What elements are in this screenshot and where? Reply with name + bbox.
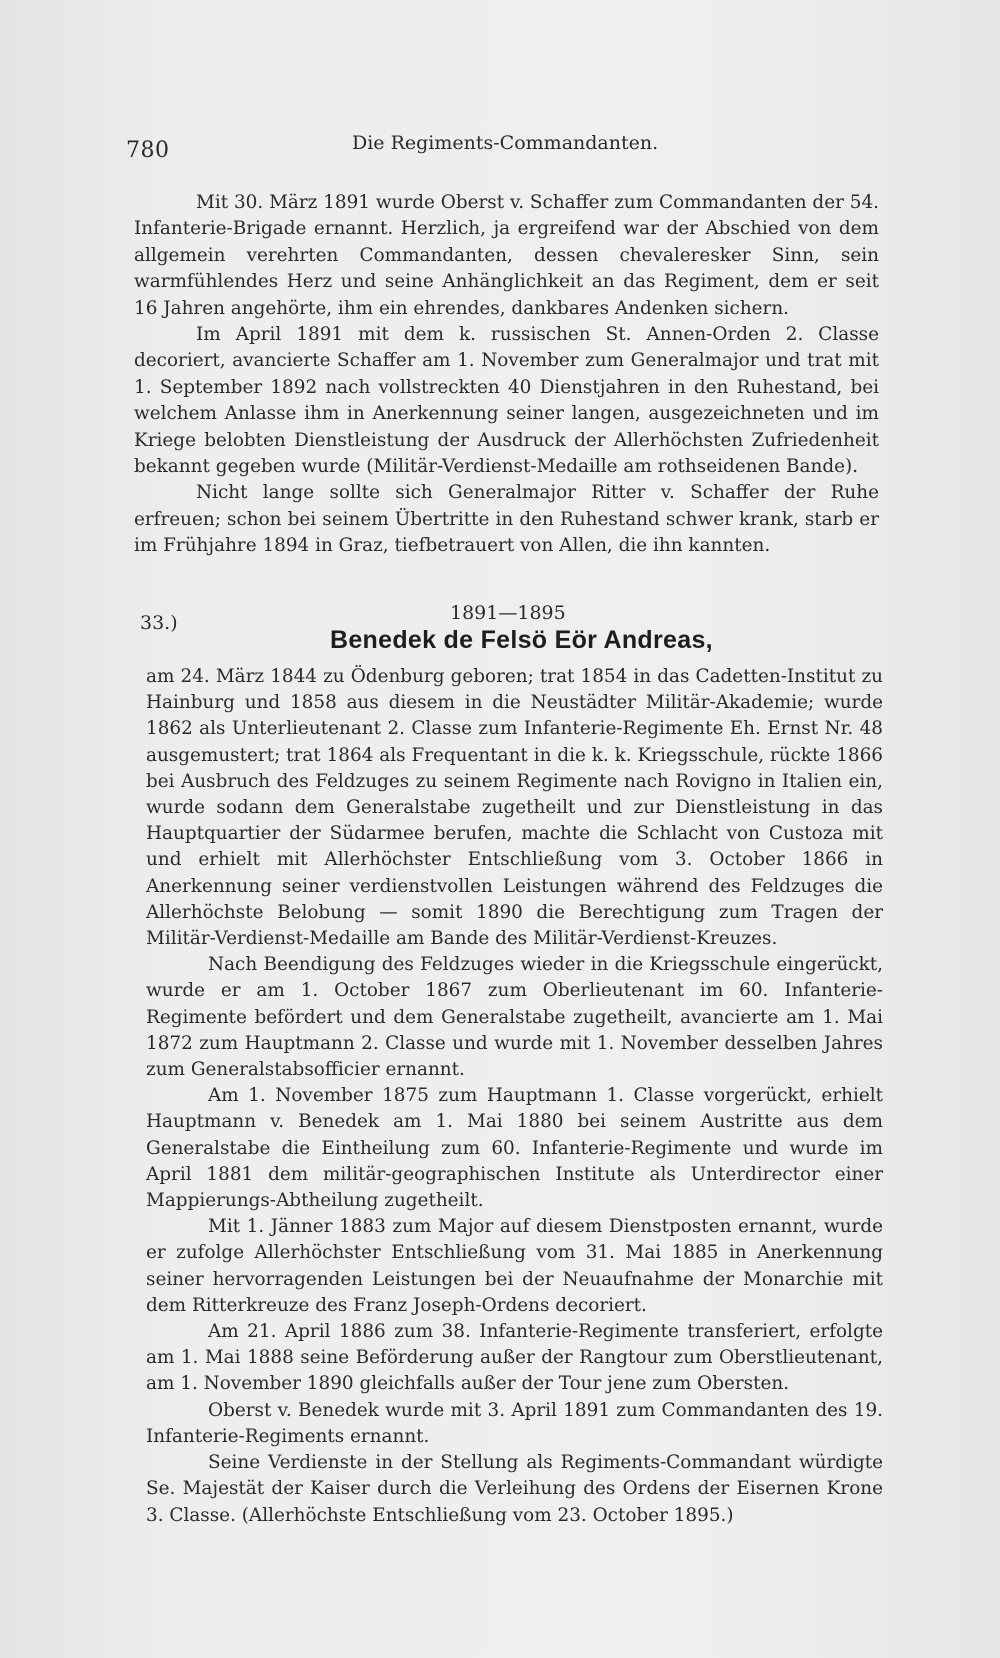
continued-text — [134, 190, 879, 560]
running-head: Die Regiments-Commandanten. — [352, 132, 659, 154]
paragraph: Seine Verdienste in der Stellung als Regiments-Commandant würdigte Se. Majestät der Kaiser durch die Verleihung des Ordens der Eisernen Krone 3. Classe. (Allerhöchste Entschließung vom 23. October 1895.) — [146, 1452, 883, 1526]
biography-text — [146, 664, 883, 1529]
entry-name-heading: Benedek de Felsö Eör Andreas, — [330, 626, 713, 654]
entry-years: 1891—1895 — [450, 602, 566, 624]
paragraph: am 24. März 1844 zu Ödenburg geboren; trat 1854 in das Cadetten-Institut zu Hainburg und 1858 aus diesem in die Neustädter Militär-Akademie; wurde 1862 als Unterlieutenant 2. Classe zum Infanterie-Regimente Eh. Ernst Nr. 48 ausgemustert; trat 1864 als Frequentant in die k. k. Kriegsschule, rückte 1866 bei Ausbruch des Feldzuges zu seinem Regimente nach Rovigno in Italien ein, wurde sodann dem Generalstabe zugetheilt und zur Dienstleistung in das Hauptquartier der Südarmee berufen, machte die Schlacht von Custoza mit und erhielt mit Allerhöchster Entschließung vom 3. October 1866 in Anerkennung seiner verdienstvollen Leistungen während des Feldzuges die Allerhöchste Belobung — somit 1890 die Berechtigung zum Tragen der Militär-Verdienst-Medaille am Bande des Militär-Verdienst-Kreuzes. — [146, 666, 883, 950]
paragraph: Im April 1891 mit dem k. russischen St. Annen-Orden 2. Classe decoriert, avancierte Schaffer am 1. November zum Generalmajor und trat mit 1. September 1892 nach vollstreckten 40 Dienstjahren in den Ruhestand, bei welchem Anlasse ihm in Anerkennung seiner langen, ausgezeichneten und im Kriege belobten Dienstleistung der Ausdruck der Allerhöchsten Zufriedenheit bekannt gegeben wurde (Militär-Verdienst-Medaille am rothseidenen Bande). — [134, 324, 879, 478]
paragraph: Nicht lange sollte sich Generalmajor Ritter v. Schaffer der Ruhe erfreuen; schon bei seinem Übertritte in den Ruhestand schwer krank, starb er im Frühjahre 1894 in Graz, tiefbetrauert von Allen, die ihn kannten. — [134, 482, 879, 557]
paragraph: Am 1. November 1875 zum Hauptmann 1. Classe vorgerückt, erhielt Hauptmann v. Benedek am 1. Mai 1880 bei seinem Austritte aus dem Generalstabe die Eintheilung zum 60. Infanterie-Regimente und wurde im April 1881 dem militär-geographischen Institute als Unterdirector einer Mappierungs-Abtheilung zugetheilt. — [146, 1085, 883, 1212]
paragraph: Am 21. April 1886 zum 38. Infanterie-Regimente transferiert, erfolgte am 1. Mai 1888 seine Beförderung außer der Rangtour zum Oberstlieutenant, am 1. November 1890 gleichfalls außer der Tour jene zum Obersten. — [146, 1321, 883, 1395]
paragraph: Nach Beendigung des Feldzuges wieder in die Kriegsschule eingerückt, wurde er am 1. October 1867 zum Oberlieutenant im 60. Infanterie-Regimente befördert und dem Generalstabe zugetheilt, avancierte am 1. Mai 1872 zum Hauptmann 2. Classe und wurde mit 1. November desselben Jahres zum Generalstabsofficier ernannt. — [146, 954, 883, 1081]
page-number: 780 — [126, 138, 170, 163]
paragraph: Oberst v. Benedek wurde mit 3. April 1891 zum Commandanten des 19. Infanterie-Regiments ernannt. — [146, 1399, 883, 1447]
paragraph: Mit 30. März 1891 wurde Oberst v. Schaffer zum Commandanten der 54. Infanterie-Brigade ernannt. Herzlich, ja ergreifend war der Abschied von dem allgemein verehrten Commandanten, dessen chevaleresker Sinn, sein warmfühlendes Herz und seine Anhänglichkeit an das Regiment, dem er seit 16 Jahren angehörte, ihm ein ehrendes, dankbares Andenken sichern. — [134, 192, 879, 319]
paragraph: Mit 1. Jänner 1883 zum Major auf diesem Dienstposten ernannt, wurde er zufolge Allerhöchster Entschließung vom 31. Mai 1885 in Anerkennung seiner hervorragenden Leistungen bei der Neuaufnahme der Monarchie mit dem Ritterkreuze des Franz Joseph-Ordens decoriert. — [146, 1216, 883, 1316]
entry-number: 33.) — [140, 612, 178, 634]
